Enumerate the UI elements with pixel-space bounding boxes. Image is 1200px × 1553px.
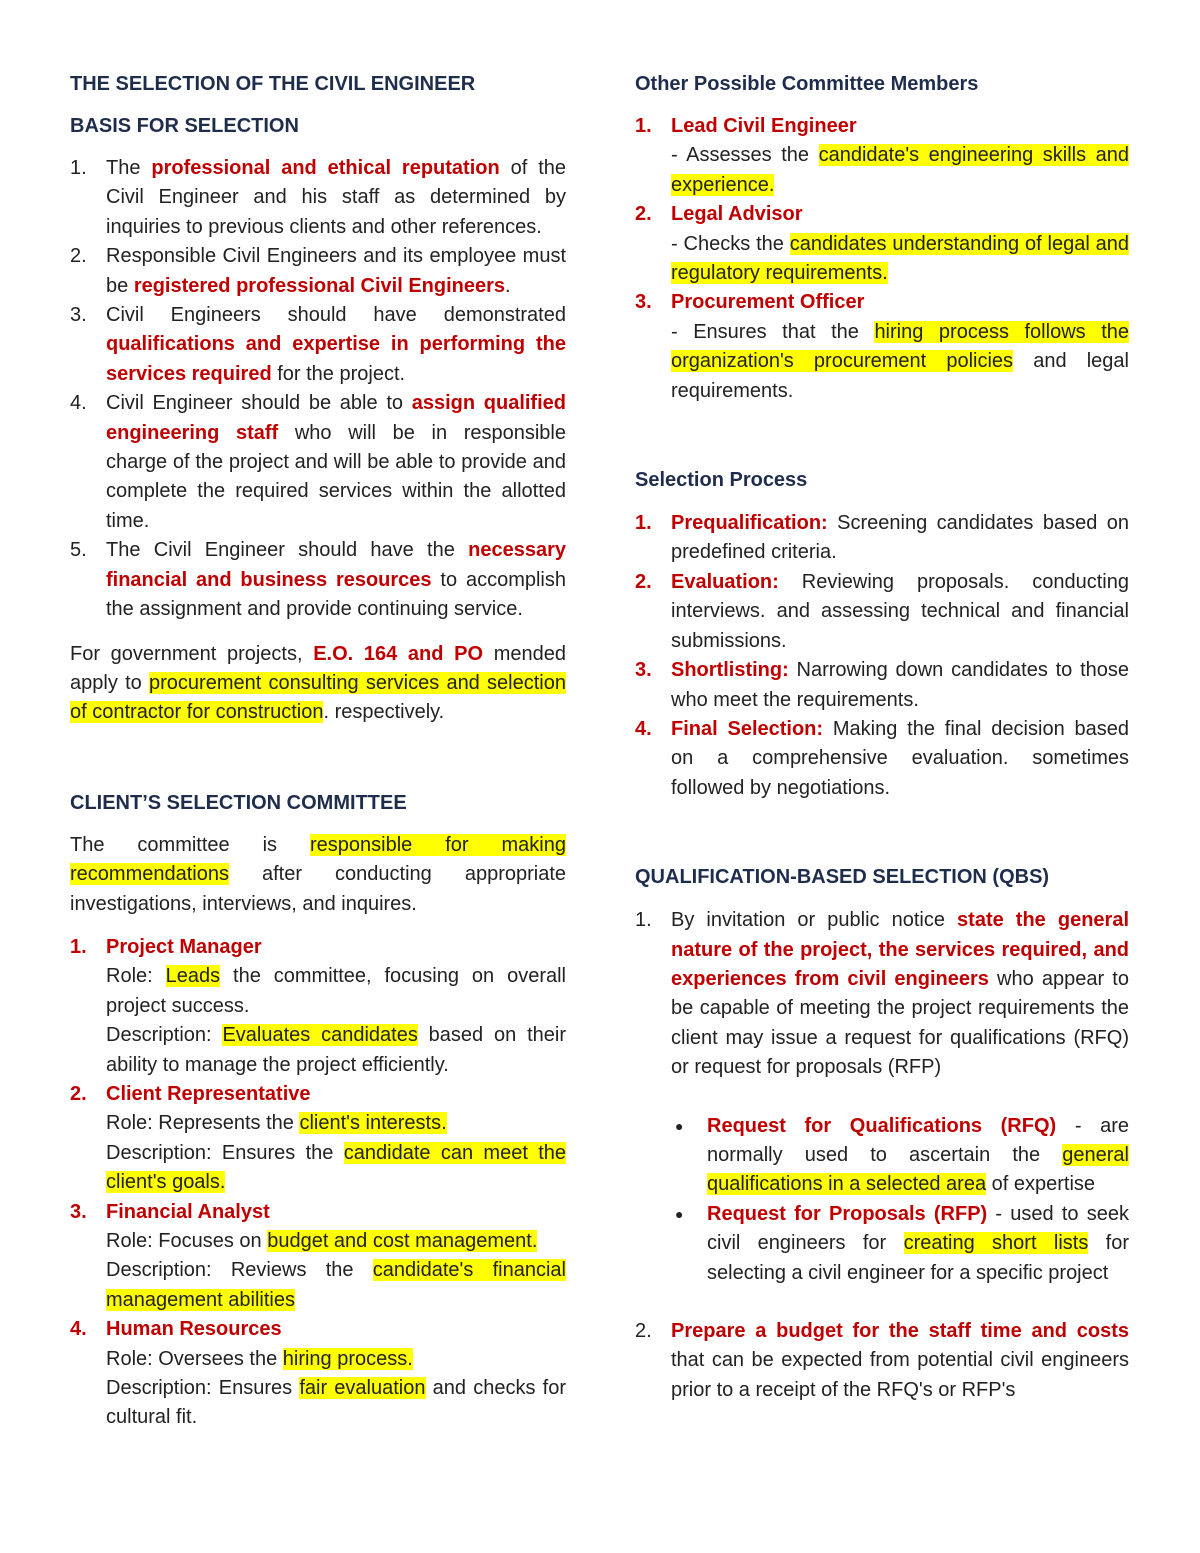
list-number: 2. [635,570,652,593]
list-item [70,933,566,1080]
highlighted-text: hiring process. [282,1347,413,1370]
bullet-item: ● Request for Proposals (RFP) - used to seek civil engineers for creating short lists for selecting a civil engineer for a specific project [671,1200,1129,1288]
emphasis-text: Evaluation: [671,570,779,593]
member-description: Description: Evaluates candidates based on their ability to manage the project efficiently. [106,1024,566,1076]
highlighted-text: Evaluates candidates [222,1024,418,1047]
member-description: Description: Ensures fair evaluation and checks for cultural fit. [106,1377,567,1429]
list-item [70,1198,566,1316]
list-item [70,389,566,536]
government-paragraph: For government projects, E.O. 164 and PO mended apply to procurement consulting services and selection of contractor for construction. respectively. [70,642,566,724]
item-text: Civil Engineers should have demonstrated [106,304,566,327]
item-text: to accomplish the assignment and provide continuing service. [106,568,566,621]
member-title: Lead Civil Engineer [671,115,857,137]
highlighted-text: creating short lists [903,1232,1089,1255]
list-item: 1. Prequalification: Screening candidates based on predefined criteria. [635,509,1129,568]
list-number: 3. [70,304,87,327]
member-title: Project Manager [106,935,262,958]
list-number: 1. [70,157,87,179]
member-role: Role: Represents the client's interests. [106,1112,447,1135]
item-text: of the Civil Engineer and his staff as determined by inquiries to previous clients and other references. [106,157,566,238]
list-number: 2. [635,1320,652,1342]
highlighted-text: procurement consulting services and selection of contractor for construction [70,671,566,724]
highlighted-text: candidate's financial management abilities [106,1259,566,1311]
list-item [70,1080,566,1198]
list-item [70,154,566,242]
emphasis-text: E.O. 164 and PO [313,642,484,665]
item-text: The Civil Engineer should have the [106,539,469,562]
item-text: The [106,157,152,179]
qbs-heading: QUALIFICATION-BASED SELECTION (QBS) [635,866,1050,889]
member-description: - Assesses the candidate's engineering skills and experience. [671,144,1129,196]
list-number: 3. [635,291,652,314]
emphasis-text: Shortlisting: [671,659,789,682]
highlighted-text: Leads [165,965,221,988]
emphasis-text: Prequalification: [671,512,828,535]
list-item: 2. Prepare a budget for the staff time and costs that can be expected from potential civil engineers prior to a receipt of the RFQ's or RFP's [635,1317,1129,1405]
list-item: 1. By invitation or public notice state the general nature of the project, the services required, and experiences from civil engineers who appear to be capable of meeting the project requirements the client may issue a request for qualifications (RFQ) or request for proposals (RFP) [635,906,1129,1082]
item-text: who will be in responsible charge of the project and will be able to provide and complete the required services within the allotted time. [106,421,566,532]
committee-paragraph: The committee is responsible for making recommendations after conducting appropriate investigations, interviews, and inquires. [70,833,566,915]
item-text: for the project. [271,362,406,385]
other-members-list [635,112,1129,406]
left-column [70,70,566,1433]
member-role: Role: Leads the committee, focusing on overall project success. [106,965,567,1017]
list-number: 2. [635,203,652,226]
document-title: THE SELECTION OF THE CIVIL ENGINEER [70,73,476,95]
member-description: - Checks the candidates understanding of legal and regulatory requirements. [671,232,1129,285]
emphasis-text: Prepare a budget for the staff time and costs [671,1320,1129,1342]
bullet-item: ● Request for Qualifications (RFQ) - are normally used to ascertain the general qualifications in a selected area of expertise [671,1112,1129,1200]
member-title: Procurement Officer [671,291,865,314]
list-number: 4. [70,1318,87,1341]
highlighted-text: client's interests. [299,1112,447,1135]
other-members-heading: Other Possible Committee Members [635,73,979,95]
list-number: 2. [70,1082,87,1105]
list-number: 4. [635,717,652,740]
highlighted-text: candidates understanding of legal and regulatory requirements. [671,232,1129,285]
list-number: 1. [70,935,87,958]
list-item [635,288,1129,406]
item-text: . [505,274,511,297]
selection-process-list [635,509,1129,803]
highlighted-text: fair evaluation [299,1377,426,1400]
highlighted-text: responsible for making recommendations [70,833,566,886]
basis-list [70,154,566,625]
emphasis-text: state the general nature of the project, the services required, and experiences from civil engineers [671,909,1129,990]
list-number: 1. [635,512,652,535]
list-item [70,1315,566,1433]
selection-process-heading: Selection Process [635,469,808,492]
right-column [635,70,1129,1405]
member-title: Financial Analyst [106,1200,270,1223]
list-item: 4. Final Selection: Making the final decision based on a comprehensive evaluation. sometimes followed by negotiations. [635,715,1129,803]
member-description: - Ensures that the hiring process follows the organization's procurement policies and legal requirements. [671,320,1129,402]
list-number: 1. [635,909,652,932]
highlighted-text: candidate's engineering skills and experience. [671,144,1129,196]
list-item [70,242,566,301]
highlighted-text: general qualifications in a selected area [707,1143,1129,1196]
item-text: Responsible Civil Engineers and its employee must be [106,245,566,297]
list-number: 3. [70,1200,87,1223]
list-number: 2. [70,245,87,268]
list-number: 4. [70,392,87,415]
basis-heading: BASIS FOR SELECTION [70,115,299,137]
emphasis-text: professional and ethical reputation [151,157,500,179]
emphasis-text: Request for Qualifications (RFQ) [707,1114,1057,1137]
member-description: Description: Ensures the candidate can meet the client's goals. [106,1141,567,1194]
list-number: 5. [70,539,87,562]
member-description: Description: Reviews the candidate's financial management abilities [106,1259,566,1311]
bullet-icon: ● [675,1205,684,1222]
highlighted-text: budget and cost management. [267,1230,538,1252]
highlighted-text: candidate can meet the client's goals. [106,1141,567,1194]
list-number: 1. [635,115,652,137]
highlighted-text: hiring process follows the organization's procurement policies [671,320,1129,373]
bullet-icon: ● [675,1117,684,1134]
member-role: Role: Focuses on budget and cost management. [106,1230,538,1252]
emphasis-text: qualifications and expertise in performing the services required [106,333,566,385]
qbs-bullet-list [635,1112,1129,1288]
emphasis-text: Final Selection: [671,717,824,740]
list-item [70,536,566,624]
list-item [70,301,566,389]
list-item: 3. Shortlisting: Narrowing down candidates to those who meet the requirements. [635,656,1129,715]
member-title: Client Representative [106,1082,311,1105]
emphasis-text: registered professional Civil Engineers [133,274,506,297]
member-title: Legal Advisor [671,203,803,226]
list-item [635,112,1129,200]
list-item: 2. Evaluation: Reviewing proposals. conducting interviews. and assessing technical and financial submissions. [635,568,1129,656]
item-text: Civil Engineer should be able to [106,392,412,415]
committee-members-list [70,933,566,1433]
list-item [635,200,1129,288]
emphasis-text: Request for Proposals (RFP) [707,1202,988,1225]
emphasis-text: assign qualified engineering staff [106,392,566,444]
list-number: 3. [635,659,652,682]
member-role: Role: Oversees the hiring process. [106,1347,413,1370]
emphasis-text: necessary financial and business resources [106,539,566,591]
committee-heading: CLIENT’S SELECTION COMMITTEE [70,791,407,814]
member-title: Human Resources [106,1318,282,1341]
